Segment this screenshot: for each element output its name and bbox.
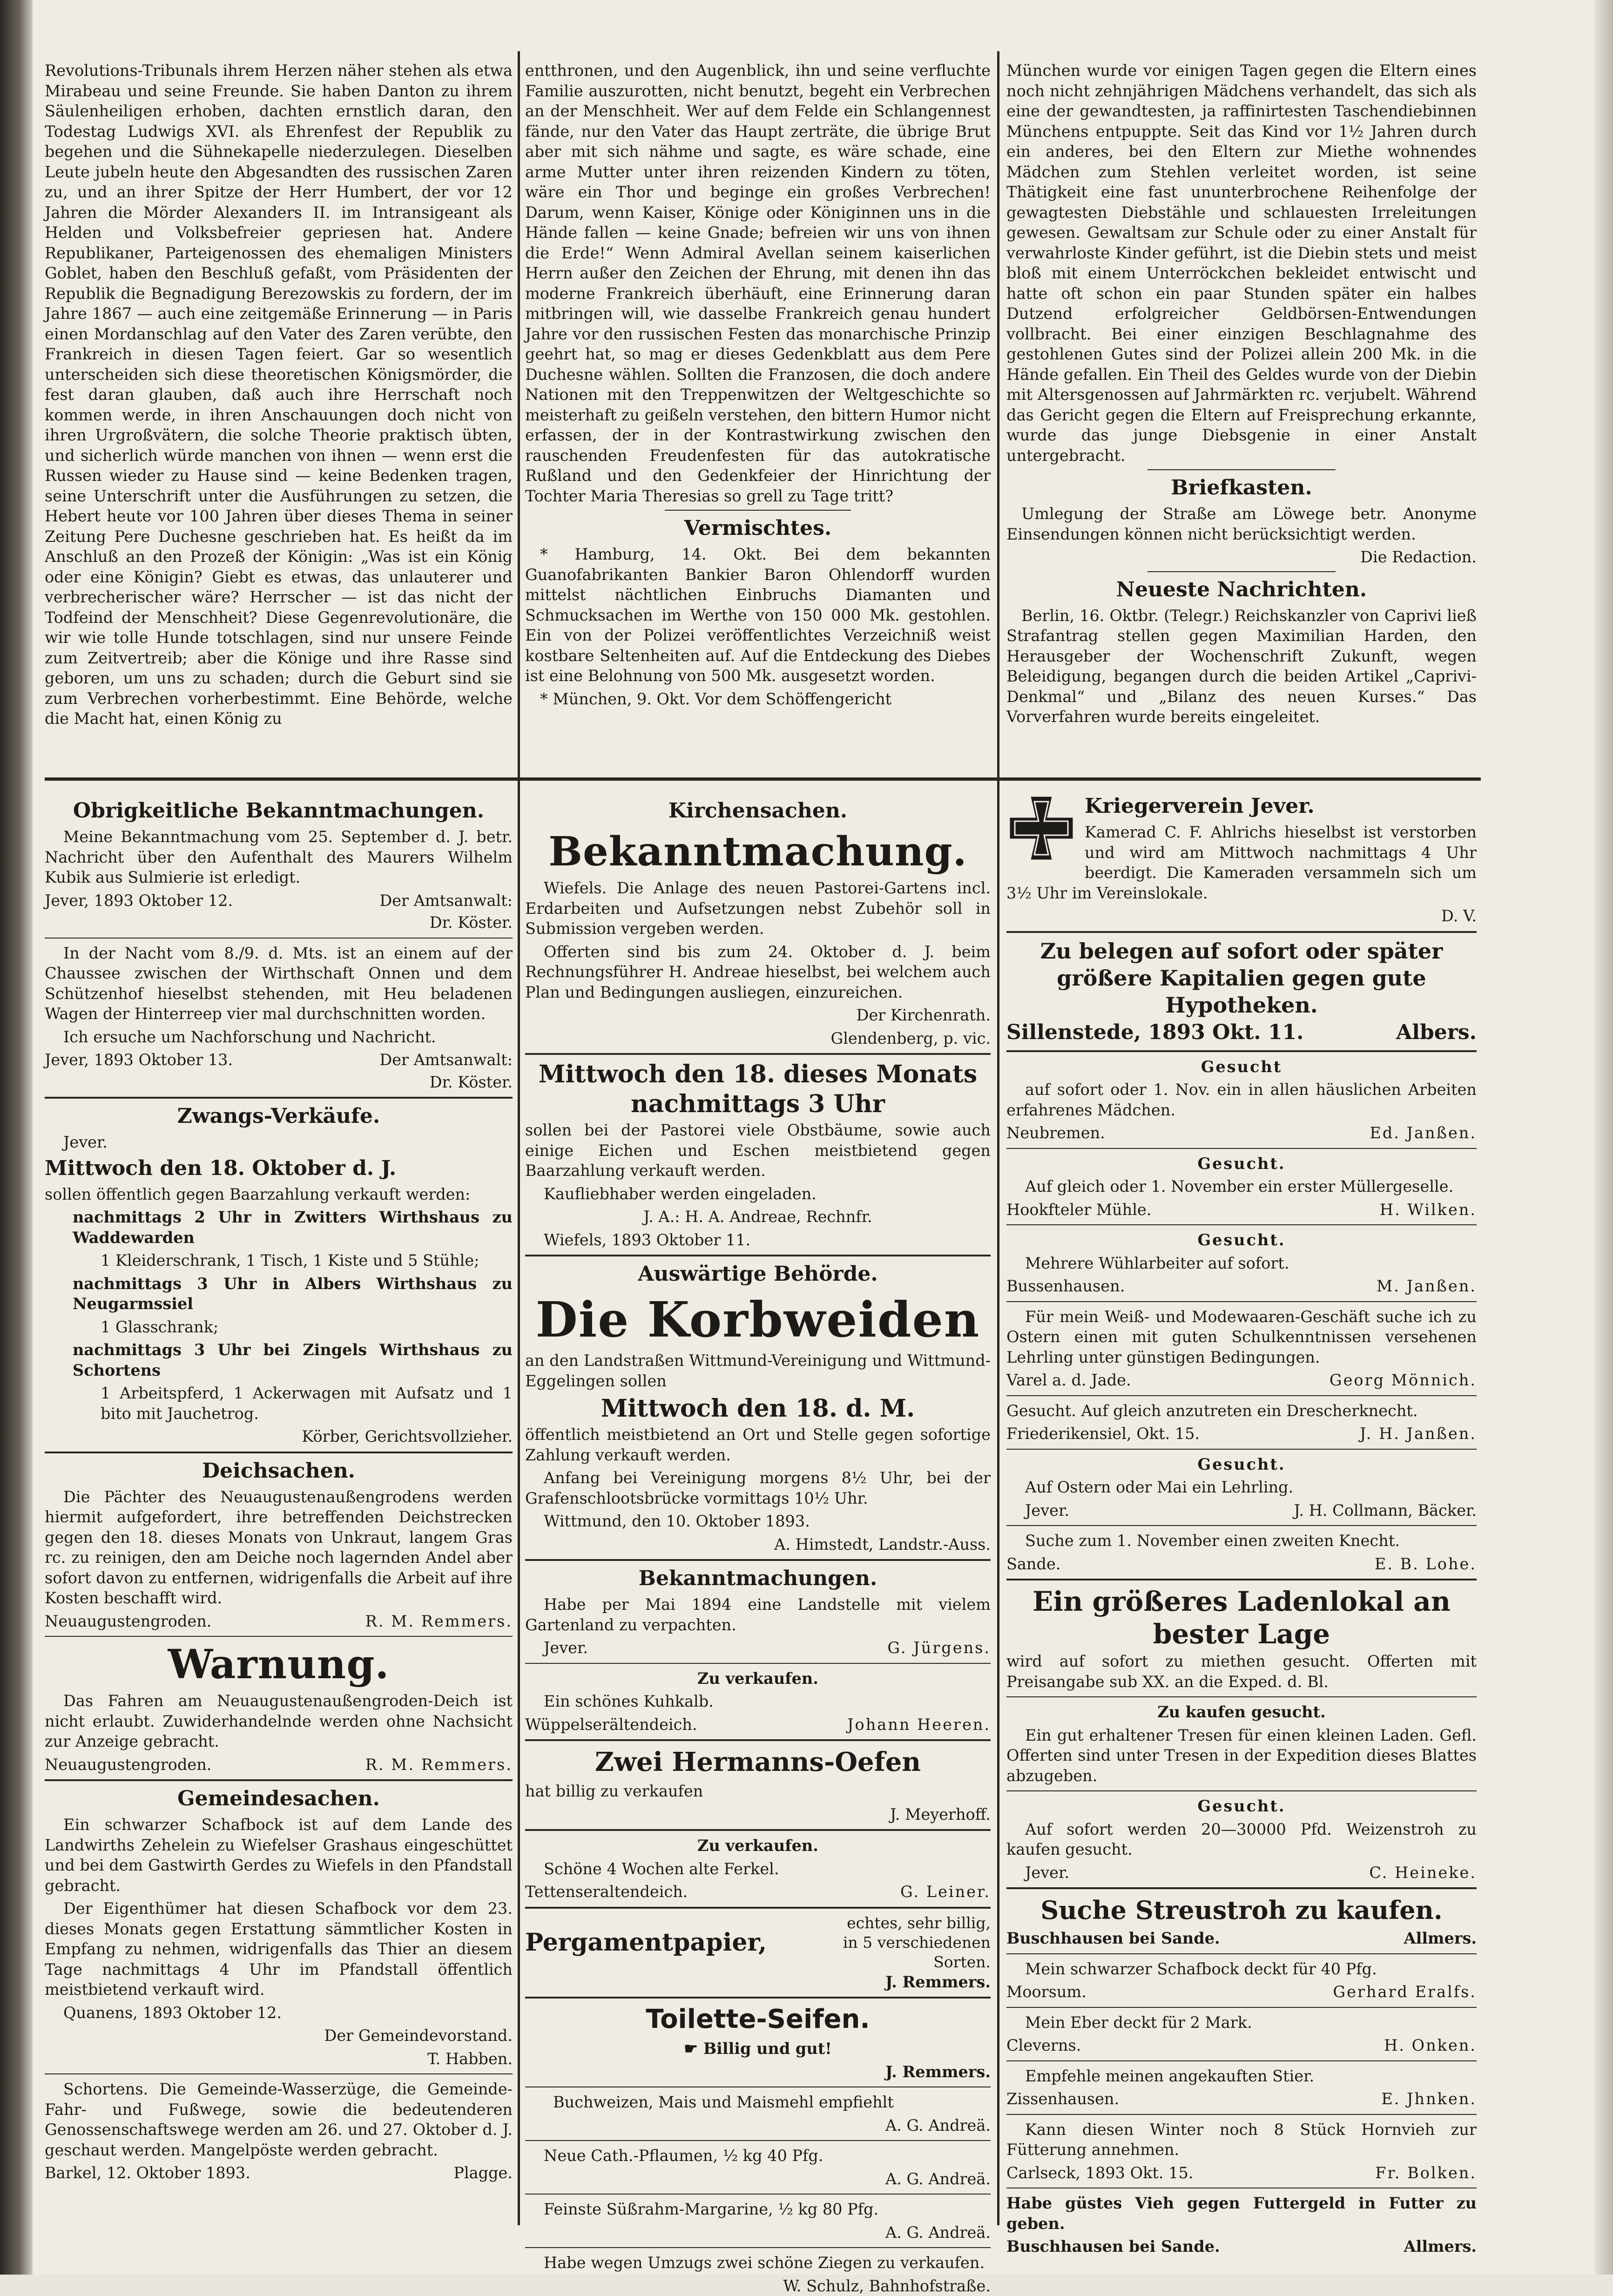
ad-signature: M. Janßen. — [1377, 1276, 1477, 1297]
notice-place: Quanens, 1893 Oktober 12. — [45, 2003, 513, 2023]
notice-text: Meine Bekanntmachung vom 25. September d. J. betr. Nachricht über den Aufenthalt des Maurers Wilhelm Kubik aus Sulmierie ist erledigt. — [45, 827, 513, 888]
auction-lot: nachmittags 3 Uhr in Albers Wirthshaus zu Neugarmssiel — [45, 1274, 513, 1314]
divider — [1006, 1449, 1477, 1450]
notice-role: Der Gemeindevorstand. — [45, 2026, 513, 2046]
ad-place: Zissenhausen. — [1006, 2089, 1119, 2109]
ad-heading-pergament: Pergamentpapier, — [525, 1930, 767, 1956]
ad-signature: J. H. Collmann, Bäcker. — [1294, 1500, 1477, 1521]
ad-text: wird auf sofort zu miethen gesucht. Offerten mit Preisangabe sub XX. an die Exped. d. Bl. — [1006, 1651, 1477, 1692]
ad-signature: J. Remmers. — [525, 1972, 991, 1992]
divider — [1006, 1790, 1477, 1791]
ad-place: Buschhausen bei Sande. — [1006, 1928, 1220, 1949]
ad-signature: E. B. Lohe. — [1375, 1554, 1477, 1574]
notice-signature: J. A.: H. A. Andreae, Rechnfr. — [525, 1207, 991, 1227]
ad-heading-streustroh: Suche Streustroh zu kaufen. — [1006, 1894, 1477, 1926]
divider — [45, 938, 513, 939]
divider — [525, 1559, 991, 1561]
divider — [525, 1907, 991, 1909]
notice-text: Ein schwarzer Schafbock ist auf dem Lande des Landwirths Zehelein zu Wiefelser Grashaus eingeschüttet und bei dem Gastwirth Gerdes zu Wiefels in den Pfandstall gebracht. — [45, 1815, 513, 1896]
ad-signature: Georg Mönnich. — [1330, 1370, 1477, 1391]
auction-date: Mittwoch den 18. Oktober d. J. — [45, 1155, 513, 1182]
ad-signature: H. Onken. — [1384, 2035, 1477, 2056]
notice-role: Der Amtsanwalt: — [379, 891, 513, 911]
ad-text: Mehrere Wühlarbeiter auf sofort. — [1006, 1253, 1477, 1274]
auction-place: Jever. — [45, 1132, 513, 1153]
ad-place: Wüppelserältendeich. — [525, 1715, 697, 1735]
section-heading-neueste: Neueste Nachrichten. — [1006, 577, 1477, 603]
notice-text: Das Fahren am Neuaugustenaußengroden-Deich ist nicht erlaubt. Zuwiderhandelnde werden ohne Nachsicht zur Anzeige gebracht. — [45, 1691, 513, 1752]
heading-obrigkeitliche: Obrigkeitliche Bekanntmachungen. — [45, 798, 513, 824]
heading-hermanns-oefen: Zwei Hermanns-Oefen — [525, 1746, 991, 1778]
ad-signature: Gerhard Eralfs. — [1333, 1982, 1477, 2002]
notice-place: Neuaugustengroden. — [45, 1611, 211, 1632]
column-rule-2 — [997, 51, 999, 2225]
ads-column-1 — [45, 793, 513, 2232]
divider — [1006, 2114, 1477, 2115]
divider — [525, 1053, 991, 1055]
ad-text: Feinste Süßrahm-Margarine, ½ kg 80 Pfg. — [525, 2199, 991, 2220]
divider — [45, 1636, 513, 1637]
auction-lot: nachmittags 2 Uhr in Zwitters Wirthshaus zu Waddewarden — [45, 1207, 513, 1248]
ad-text: Empfehle meinen angekauften Stier. — [1006, 2066, 1477, 2087]
ad-heading: Gesucht. — [1006, 1230, 1477, 1250]
briefkasten-text: Umlegung der Straße am Löwege betr. Anonyme Einsendungen können nicht berücksichtigt werden. — [1006, 504, 1477, 544]
ads-column-2 — [525, 793, 991, 2232]
ad-text: Gesucht. Auf gleich anzutreten ein Drescherknecht. — [1006, 1401, 1477, 1421]
ad-place: Buschhausen bei Sande. — [1006, 2236, 1220, 2257]
divider — [525, 1829, 991, 1831]
ad-signature: J. Meyerhoff. — [525, 1804, 991, 1825]
ad-place: Sillenstede, 1893 Okt. 11. — [1006, 1020, 1304, 1046]
ad-place: Jever. — [1006, 1500, 1069, 1521]
heading-zwangsverkaeufe: Zwangs-Verkäufe. — [45, 1103, 513, 1129]
heading-deichsachen: Deichsachen. — [45, 1458, 513, 1484]
divider — [1147, 571, 1336, 572]
article-text: München wurde vor einigen Tagen gegen die Eltern eines noch nicht zehnjährigen Mädchens verhandelt, das sich als eine der gewandtesten, ja raffinirtesten Taschendiebinnen Münchens entpuppte. Seit das Kind vor 1½ Jahren durch ein anderes, bei den Eltern zur Miethe wohnendes Mädchen zum Stehlen verleitet worden, ist seine Thätigkeit eine fast ununterbrochene Reihenfolge der gewagtesten Diebstähle und schlauesten Irreleitungen gewesen. Gewaltsam zur Schule oder zu einer Anstalt für verwahrloste Kinder geführt, ist die Diebin stets und meist bloß mit einem Unterröckchen bekleidet entwischt und hatte oft schon ein paar Stunden später ein halbes Dutzend erfolgreicher Geldbörsen-Entwendungen vollbracht. Bei einer einzigen Beschlagnahme des gestohlenen Gutes sind der Polizei allein 200 Mk. in die Hände gefallen. Ein Theil des Geldes wurde von der Diebin mit Altersgenossen auf Jahrmärkten rc. verjubelt. Während das Gericht gegen die Eltern auf Freisprechung erkannte, wurde das junge Diebsgenie in einer Anstalt untergebracht. — [1006, 61, 1477, 466]
notice-signature: R. M. Remmers. — [365, 1611, 513, 1632]
article-continuation-col1 — [45, 61, 513, 768]
ad-signature: C. Heineke. — [1369, 1863, 1477, 1883]
notice-text: Wiefels. Die Anlage des neuen Pastorei-Gartens incl. Erdarbeiten und Aufsetzungen nebst Zubehör soll in Submission vergeben werden. — [525, 878, 991, 939]
divider — [1006, 1525, 1477, 1526]
ad-text: Ein schönes Kuhkalb. — [525, 1691, 991, 1712]
divider — [1006, 1887, 1477, 1889]
ad-signature: W. Schulz, Bahnhofstraße. — [525, 2276, 991, 2296]
auction-items: 1 Glasschrank; — [45, 1317, 513, 1337]
ad-place: Bussenhausen. — [1006, 1276, 1125, 1297]
ad-place: Moorsum. — [1006, 1982, 1087, 2002]
ad-text: ☛ Billig und gut! — [525, 2039, 991, 2059]
notice-signature: T. Habben. — [45, 2049, 513, 2069]
ad-text: echtes, sehr billig, in 5 verschiedenen Sorten. — [837, 1913, 991, 1972]
notice-text: Anfang bei Vereinigung morgens 8½ Uhr, bei der Grafenschlootsbrücke vormittags 10½ Uhr. — [525, 1468, 991, 1508]
ad-place: Neubremen. — [1006, 1123, 1105, 1143]
ad-signature: Ed. Janßen. — [1370, 1123, 1477, 1143]
auction-intro: sollen öffentlich gegen Baarzahlung verkauft werden: — [45, 1184, 513, 1205]
ad-signature: Allmers. — [1404, 2236, 1477, 2257]
heading-korbweiden: Die Korbweiden — [525, 1292, 991, 1348]
ad-place: Friederikensiel, Okt. 15. — [1006, 1424, 1200, 1444]
ad-place: Hookfteler Mühle. — [1006, 1200, 1151, 1220]
ad-heading: Gesucht — [1006, 1057, 1477, 1077]
ad-place: Cleverns. — [1006, 2035, 1081, 2056]
ad-heading: Zu verkaufen. — [525, 1836, 991, 1856]
divider — [525, 2194, 991, 2195]
ad-signature: E. Jhnken. — [1381, 2089, 1477, 2109]
ad-text: Auf Ostern oder Mai ein Lehrling. — [1006, 1477, 1477, 1498]
notice-signature: Dr. Köster. — [45, 1072, 513, 1093]
notice-text: Habe per Mai 1894 eine Landstelle mit vielem Gartenland zu verpachten. — [525, 1594, 991, 1635]
notice-place: Jever, 1893 Oktober 13. — [45, 1050, 233, 1070]
ad-signature: Fr. Bolken. — [1375, 2163, 1477, 2183]
notice-signature: Plagge. — [453, 2163, 513, 2183]
section-rule — [45, 777, 1481, 781]
ad-text: Für mein Weiß- und Modewaaren-Geschäft suche ich zu Ostern einen mit guten Schulkenntnissen versehenen Lehrling unter günstigen Bedingungen. — [1006, 1307, 1477, 1368]
ad-text: Ein gut erhaltener Tresen für einen kleinen Laden. Gefl. Offerten sind unter Tresen in der Expedition dieses Blattes abzugeben. — [1006, 1725, 1477, 1786]
ad-signature: H. Wilken. — [1380, 1200, 1477, 1220]
auction-date: Mittwoch den 18. d. M. — [525, 1394, 991, 1424]
divider — [1006, 2060, 1477, 2061]
ad-text: auf sofort oder 1. Nov. ein in allen häuslichen Arbeiten erfahrenes Mädchen. — [1006, 1080, 1477, 1120]
ad-heading: Zu kaufen gesucht. — [1006, 1702, 1477, 1722]
notice-place: Wittmund, den 10. Oktober 1893. — [525, 1511, 991, 1532]
auction-lot: nachmittags 3 Uhr bei Zingels Wirthshaus zu Schortens — [45, 1340, 513, 1380]
divider — [665, 510, 851, 511]
column-rule-1 — [518, 51, 520, 2225]
notice-place: Barkel, 12. Oktober 1893. — [45, 2163, 250, 2183]
notice-text: Offerten sind bis zum 24. Oktober d. J. beim Rechnungsführer H. Andreae hieselbst, bei welchem auch Plan und Bedingungen ausliegen, einzureichen. — [525, 942, 991, 1003]
divider — [525, 1663, 991, 1664]
notice-text: Kamerad C. F. Ahlrichs hieselbst ist verstorben und wird am Mittwoch nachmittags 4 Uhr beerdigt. Die Kameraden versammeln sich um 3½ Uhr im Vereinslokale. — [1006, 822, 1477, 903]
ad-text: Auf sofort werden 20—30000 Pfd. Weizenstroh zu kaufen gesucht. — [1006, 1819, 1477, 1860]
notice-signature: Glendenberg, p. vic. — [525, 1028, 991, 1049]
article-text: entthronen, und den Augenblick, ihn und seine verfluchte Familie auszurotten, nicht benutzt, begeht ein Verbrechen an der Menschheit. Wer auf dem Felde ein Schlangennest fände, nur den Vater das Haupt zerträte, die übrige Brut aber mit sich nähme und sagte, es wäre schade, eine arme Mutter unter ihren reizenden Kindern zu töten, wäre ein Thor und beginge ein großes Verbrechen! Darum, wenn Kaiser, Könige oder Königinnen uns in die Hände fallen — keine Gnade; befreien wir uns von ihnen die Erde!“ Wenn Admiral Avellan seinem kaiserlichen Herrn außer den Zeichen der Ehrung, mit denen ihn das moderne Frankreich überhäuft, eine Erinnerung daran mitbringen will, wie dasselbe Frankreich genau hundert Jahre vor den russischen Festen das monarchische Prinzip geehrt hat, so mag er dieses Gedenkblatt aus dem Pere Duchesne wählen. Sollten die Franzosen, die doch andere Nationen mit den Treppenwitzen der Weltgeschichte so meisterhaft zu geißeln verstehen, den bittern Humor nicht erfassen, der in der Kontrastwirkung zwischen den rauschenden Freudenfesten für das autokratische Rußland und den Gedenkfeier der Hinrichtung der Tochter Maria Theresias so grell zu Tage tritt? — [525, 61, 991, 506]
heading-kirchensachen: Kirchensachen. — [525, 798, 991, 824]
divider — [1006, 1224, 1477, 1225]
divider — [1006, 2007, 1477, 2008]
notice-text: Die Pächter des Neuaugustenaußengrodens werden hiermit aufgefordert, ihre betreffenden Deichstrecken gegen den 18. dieses Monats von Unkraut, langem Gras rc. zu reinigen, den am Deiche noch lagernden Andel aber sofort davon zu entfernen, widrigenfalls die Arbeit auf ihre Kosten beschafft wird. — [45, 1487, 513, 1608]
divider — [525, 1255, 991, 1256]
divider — [45, 1779, 513, 1781]
book-binding — [0, 0, 33, 2275]
news-item: * Hamburg, 14. Okt. Bei dem bekannten Guanofabrikanten Bankier Baron Ohlendorff wurden mittelst nächtlichen Einbruchs Diamanten und Schmucksachen im Werthe von 150 000 Mk. gestohlen. Ein von der Polizei veröffentlichtes Verzeichniß weist kostbare Seltenheiten auf. Auf die Entdeckung des Diebes ist eine Belohnung von 500 Mk. ausgesetzt worden. — [525, 544, 991, 686]
ad-text: Kann diesen Winter noch 8 Stück Hornvieh zur Fütterung annehmen. — [1006, 2120, 1477, 2160]
ad-signature: J. H. Janßen. — [1360, 1424, 1477, 1444]
notice-text: In der Nacht vom 8./9. d. Mts. ist an einem auf der Chaussee zwischen der Wirthschaft Onnen und dem Schützenhof hieselbst stehenden, mit Heu beladenen Wagen der Hinterreep vier mal durchschnitten worden. — [45, 943, 513, 1024]
ad-signature: A. G. Andreä. — [525, 2222, 991, 2243]
divider — [1006, 1395, 1477, 1396]
ad-heading: Gesucht. — [1006, 1154, 1477, 1174]
notice-text: öffentlich meistbietend an Ort und Stelle gegen sofortige Zahlung verkauft werden. — [525, 1425, 991, 1465]
ad-text: Suche zum 1. November einen zweiten Knecht. — [1006, 1531, 1477, 1551]
divider — [45, 1452, 513, 1453]
notice-place: Jever. — [525, 1638, 588, 1658]
auction-items: 1 Kleiderschrank, 1 Tisch, 1 Kiste und 5 Stühle; — [45, 1250, 513, 1271]
notice-text: Kaufliebhaber werden eingeladen. — [525, 1184, 991, 1204]
auction-items: 1 Arbeitspferd, 1 Ackerwagen mit Aufsatz und 1 bito mit Jauchetrog. — [45, 1383, 513, 1424]
heading-kriegerverein: Kriegerverein Jever. — [1006, 793, 1477, 819]
notice-role: Der Kirchenrath. — [525, 1005, 991, 1026]
heading-gemeindesachen: Gemeindesachen. — [45, 1786, 513, 1812]
ad-text: Auf gleich oder 1. November ein erster Müllergeselle. — [1006, 1176, 1477, 1197]
ad-place: Tettenseraltendeich. — [525, 1882, 688, 1902]
ad-text: Buchweizen, Mais und Maismehl empfiehlt — [525, 2092, 991, 2113]
divider — [1006, 1050, 1477, 1052]
heading-bekanntmachungen: Bekanntmachungen. — [525, 1566, 991, 1592]
divider — [45, 1097, 513, 1099]
ad-signature: A. G. Andreä. — [525, 2115, 991, 2136]
notice-text: sollen bei der Pastorei viele Obstbäume, sowie auch einige Eichen und Eschen meistbietend gegen Baarzahlung verkauft werden. — [525, 1120, 991, 1181]
article-continuation-col2 — [525, 61, 991, 768]
ad-text: Mein Eber deckt für 2 Mark. — [1006, 2012, 1477, 2033]
notice-text: Schortens. Die Gemeinde-Wasserzüge, die Gemeinde-Fahr- und Fußwege, sowie die bedeutenderen Genossenschaftswege werden am 26. und 27. Oktober d. J. geschaut werden. Mangelpöste werden gebracht. — [45, 2079, 513, 2160]
ad-signature: A. G. Andreä. — [525, 2169, 991, 2189]
ads-column-3 — [1006, 793, 1477, 2232]
page-edge — [1594, 0, 1613, 2275]
ad-heading-toilette-seifen: Toilette-Seifen. — [525, 2003, 991, 2036]
notice-signature: D. V. — [1006, 906, 1477, 926]
ad-heading: Gesucht. — [1006, 1454, 1477, 1475]
divider — [45, 2073, 513, 2074]
divider — [525, 2140, 991, 2141]
divider — [1006, 931, 1477, 933]
notice-signature: G. Jürgens. — [887, 1638, 991, 1658]
ad-text: hat billig zu verkaufen — [525, 1781, 991, 1802]
notice-place: Wiefels, 1893 Oktober 11. — [525, 1230, 991, 1250]
pointing-hand-icon: ☛ — [684, 2039, 703, 2058]
ad-text: Schöne 4 Wochen alte Ferkel. — [525, 1859, 991, 1879]
notice-role: Der Amtsanwalt: — [379, 1050, 513, 1070]
ad-place: Varel a. d. Jade. — [1006, 1370, 1131, 1391]
divider — [1006, 1148, 1477, 1149]
briefkasten-signature: Die Redaction. — [1006, 547, 1477, 567]
ad-place: Sande. — [1006, 1554, 1060, 1574]
article-text: Revolutions-Tribunals ihrem Herzen näher stehen als etwa Mirabeau und seine Freunde. Sie haben Danton zu ihrem Säulenheiligen erhoben, dachten ernstlich daran, den Todestag Ludwigs XVI. als Ehrenfest der Republik zu begehen und die Sühnekapelle niederzulegen. Dieselben Leute jubeln heute den Abgesandten des russischen Zaren zu, und an ihrer Spitze der Herr Humbert, der vor 12 Jahren die Mörder Alexanders II. im Intransigeant als Helden und Volksbefreier gepriesen hat. Andere Republikaner, Parteigenossen des ehemaligen Ministers Goblet, haben den Beschluß gefaßt, vom Präsidenten der Republik die Begnadigung Berezowskis zu fordern, der im Jahre 1867 — auch eine zeitgemäße Erinnerung — in Paris einen Mordanschlag auf den Vater des Zaren verübte, den Frankreich in diesen Tagen feiert. Gar so wesentlich unterscheiden sich diese theoretischen Königsmörder, die fest daran glauben, daß auch ihre Herrschaft noch kommen werde, in ihren Anschauungen doch nicht von ihren Urgroßvätern, die solche Theorie praktisch übten, und sicherlich würde manchen von ihnen — wenn erst die Russen wieder zu Hause sind — keine Bedenken tragen, seine Unterschrift unter die Ausführungen zu setzen, die Hebert heute vor 100 Jahren über dieses Thema in seiner Zeitung Pere Duchesne geschrieben hat. Es heißt da im Anschluß an den Prozeß der Königin: „Was ist ein König oder eine Königin? Giebt es etwas, das unlauterer und verbrecherischer wäre? Herrscher — ist das nicht der Todfeind der Menschheit? Diese Gegenrevolutionäre, die wir wie tolle Hunde totschlagen, sind nur unsere Feinde zum Zeitvertreib; aber die Könige und ihre Rasse sind geboren, um uns zu schaden; durch die Geburt sind sie zum Verbrechen vorherbestimmt. Eine Behörde, welche die Macht hat, einen König zu — [45, 61, 513, 729]
ad-signature: Allmers. — [1404, 1928, 1477, 1949]
ad-heading-ladenlokal: Ein größeres Ladenlokal an bester Lage — [1006, 1585, 1477, 1650]
notice-place: Jever, 1893 Oktober 12. — [45, 891, 233, 911]
divider — [525, 2247, 991, 2248]
divider — [1006, 1301, 1477, 1302]
notice-signature: A. Himstedt, Landstr.-Auss. — [525, 1534, 991, 1555]
ad-signature: G. Leiner. — [900, 1882, 991, 1902]
ad-text: Mein schwarzer Schafbock deckt für 40 Pfg. — [1006, 1959, 1477, 1979]
ad-heading: Gesucht. — [1006, 1796, 1477, 1817]
notice-text: Ich ersuche um Nachforschung und Nachricht. — [45, 1027, 513, 1047]
divider — [525, 1997, 991, 1999]
section-heading-vermischtes: Vermischtes. — [525, 515, 991, 541]
section-heading-briefkasten: Briefkasten. — [1006, 475, 1477, 501]
news-item: Berlin, 16. Oktbr. (Telegr.) Reichskanzler von Caprivi ließ Strafantrag stellen gegen Maximilian Harden, den Herausgeber der Wochenschrift Zukunft, wegen Beleidigung, begangen durch die beiden Artikel „Caprivi-Denkmal“ und „Bilanz des neuen Kurses.“ Das Vorverfahren wurde bereits eingeleitet. — [1006, 606, 1477, 727]
news-item: * München, 9. Okt. Vor dem Schöffengericht — [525, 689, 991, 709]
heading-auswaertige: Auswärtige Behörde. — [525, 1261, 991, 1287]
ad-text: Habe güstes Vieh gegen Futtergeld in Futter zu geben. — [1006, 2193, 1477, 2234]
ad-heading-kapitalien: Zu belegen auf sofort oder später größere Kapitalien gegen gute Hypotheken. — [1006, 938, 1477, 1019]
ad-signature: J. Remmers. — [525, 2062, 991, 2082]
divider — [1147, 469, 1336, 470]
heading-mittwoch: Mittwoch den 18. dieses Monats nachmittags 3 Uhr — [525, 1060, 991, 1119]
notice-signature: Dr. Köster. — [45, 912, 513, 933]
divider — [525, 1739, 991, 1741]
divider — [1006, 1696, 1477, 1697]
ad-place: Carlseck, 1893 Okt. 15. — [1006, 2163, 1193, 2183]
ad-signature: Johann Heeren. — [847, 1715, 991, 1735]
ad-text: Neue Cath.-Pflaumen, ½ kg 40 Pfg. — [525, 2146, 991, 2166]
ad-heading: Zu verkaufen. — [525, 1668, 991, 1689]
notice-text: Der Eigenthümer hat diesen Schafbock vor dem 23. dieses Monats gegen Erstattung sämmtlicher Kosten in Empfang zu nehmen, widrigenfalls das Thier an diesem Tage nachmittags 4 Uhr im Pfandstall öffentlich meistbietend verkauft wird. — [45, 1898, 513, 2000]
notice-text: an den Landstraßen Wittmund-Vereinigung und Wittmund-Eggelingen sollen — [525, 1351, 991, 1391]
divider — [1006, 1953, 1477, 1954]
ad-signature: Albers. — [1396, 1020, 1477, 1046]
ad-place: Jever. — [1006, 1863, 1069, 1883]
article-continuation-col3 — [1006, 61, 1477, 768]
notice-place: Neuaugustengroden. — [45, 1755, 211, 1775]
divider — [1006, 1579, 1477, 1580]
auction-signature: Körber, Gerichtsvollzieher. — [45, 1426, 513, 1447]
ad-text: Habe wegen Umzugs zwei schöne Ziegen zu verkaufen. — [525, 2253, 991, 2273]
heading-bekanntmachung: Bekanntmachung. — [525, 829, 991, 875]
heading-warnung: Warnung. — [45, 1641, 513, 1688]
iron-cross-icon — [1006, 793, 1076, 863]
notice-signature: R. M. Remmers. — [365, 1755, 513, 1775]
